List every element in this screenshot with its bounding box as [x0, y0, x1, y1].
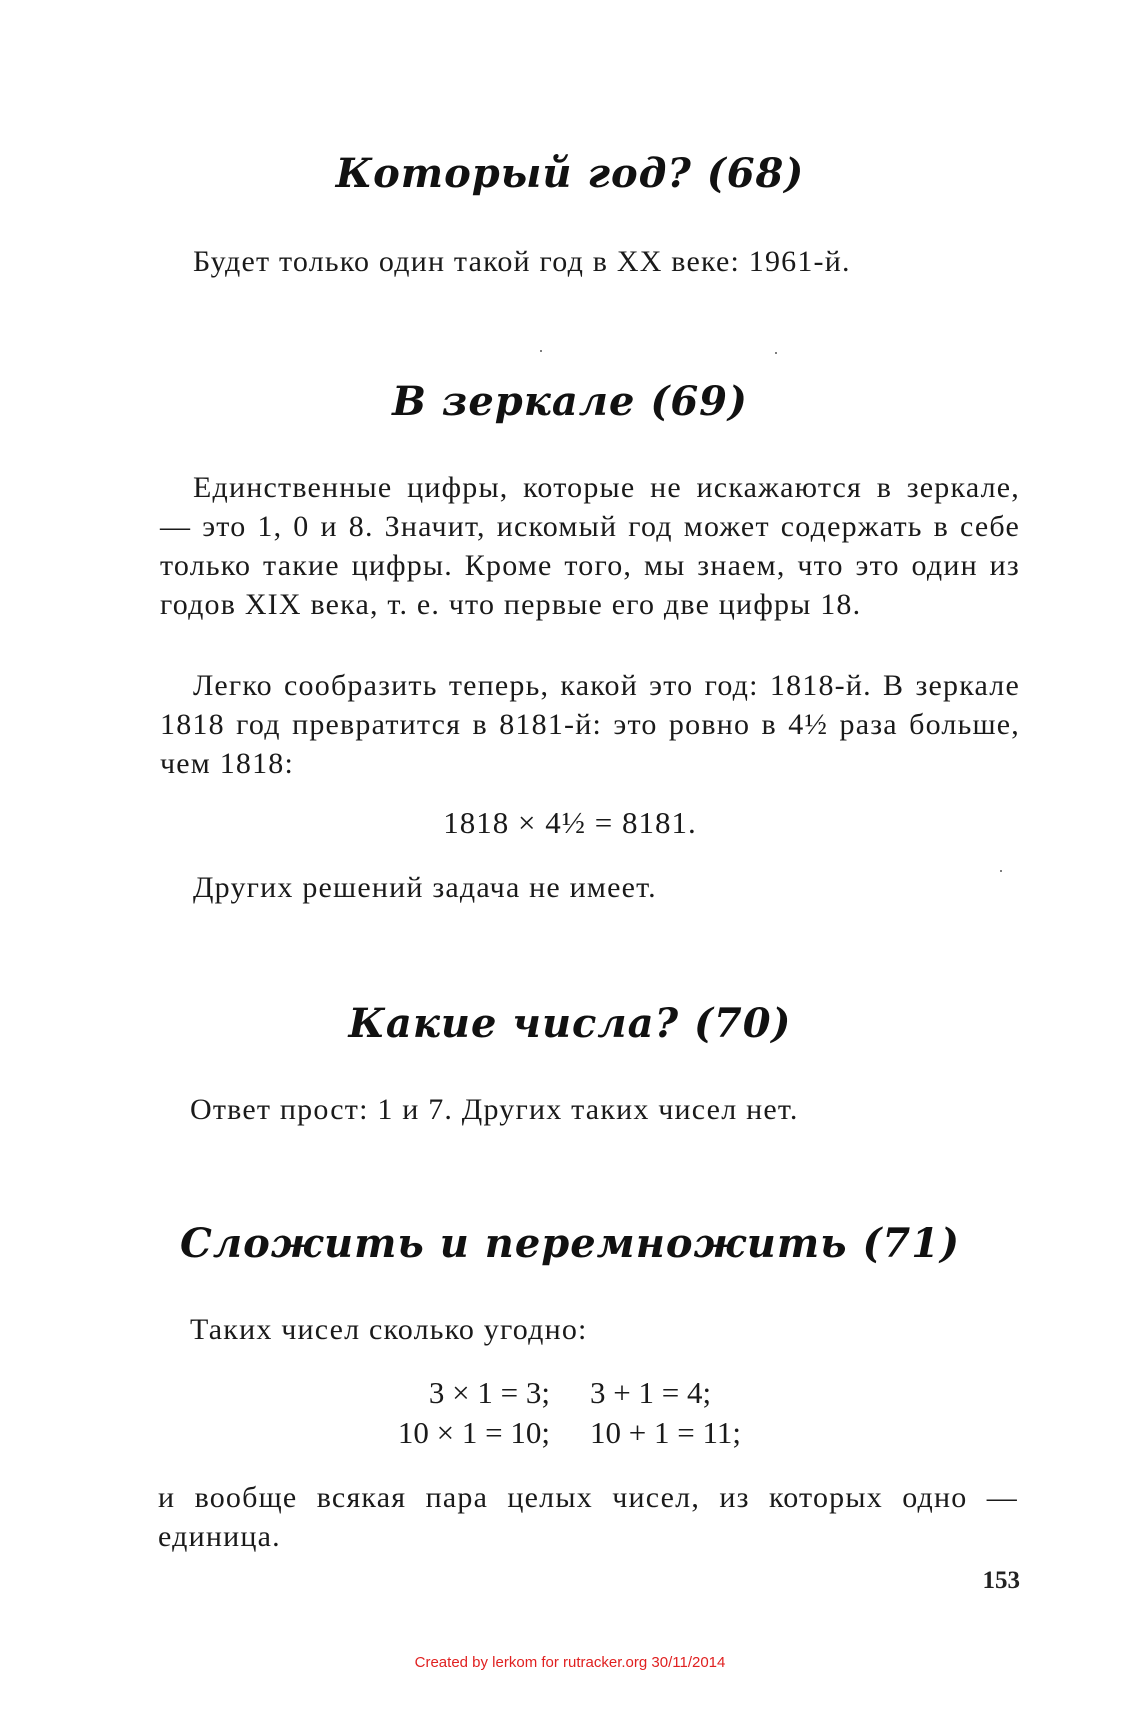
section-69-paragraph-2: Легко сообразить теперь, какой это год: 1818-й. В зеркале 1818 год превратится в 8181-й: это ровно в 4½ раза больше, чем 1818:	[160, 669, 1020, 780]
scan-speck	[775, 352, 777, 354]
equation-1-product: 3 × 1 = 3;	[428, 1375, 550, 1410]
scan-speck	[1000, 870, 1002, 872]
watermark: Created by lerkom for rutracker.org 30/11/2014	[414, 1654, 726, 1671]
section-69-formula: 1818 × 4½ = 8181.	[443, 805, 697, 840]
section-69-paragraph-1: Единственные цифры, которые не искажаются в зеркале, — это 1, 0 и 8. Значит, искомый год может содержать в себе только такие цифры. Кроме того, мы знаем, что это один из годов XIX века, т. е. что первые его две цифры 18.	[160, 471, 1020, 621]
equation-2-sum: 10 + 1 = 11;	[590, 1415, 741, 1450]
section-68-title: Который год? (68)	[335, 150, 805, 197]
equation-2-product: 10 × 1 = 10;	[397, 1415, 550, 1450]
section-70-answer: Ответ прост: 1 и 7. Других таких чисел нет.	[190, 1093, 799, 1126]
page-number: 153	[982, 1567, 1020, 1594]
section-69-title: В зеркале (69)	[392, 378, 748, 425]
scan-speck	[540, 350, 542, 352]
section-71-closing: и вообще всякая пара целых чисел, из которых одно — единица.	[158, 1481, 1018, 1553]
section-71-title: Сложить и перемножить (71)	[179, 1220, 961, 1267]
equation-1-sum: 3 + 1 = 4;	[590, 1375, 712, 1410]
section-70-title: Какие числа? (70)	[348, 1000, 792, 1047]
section-68-answer: Будет только один такой год в XX веке: 1961-й.	[193, 245, 851, 278]
section-71-intro: Таких чисел сколько угодно:	[190, 1313, 588, 1346]
section-69-closing: Других решений задача не имеет.	[193, 871, 657, 904]
